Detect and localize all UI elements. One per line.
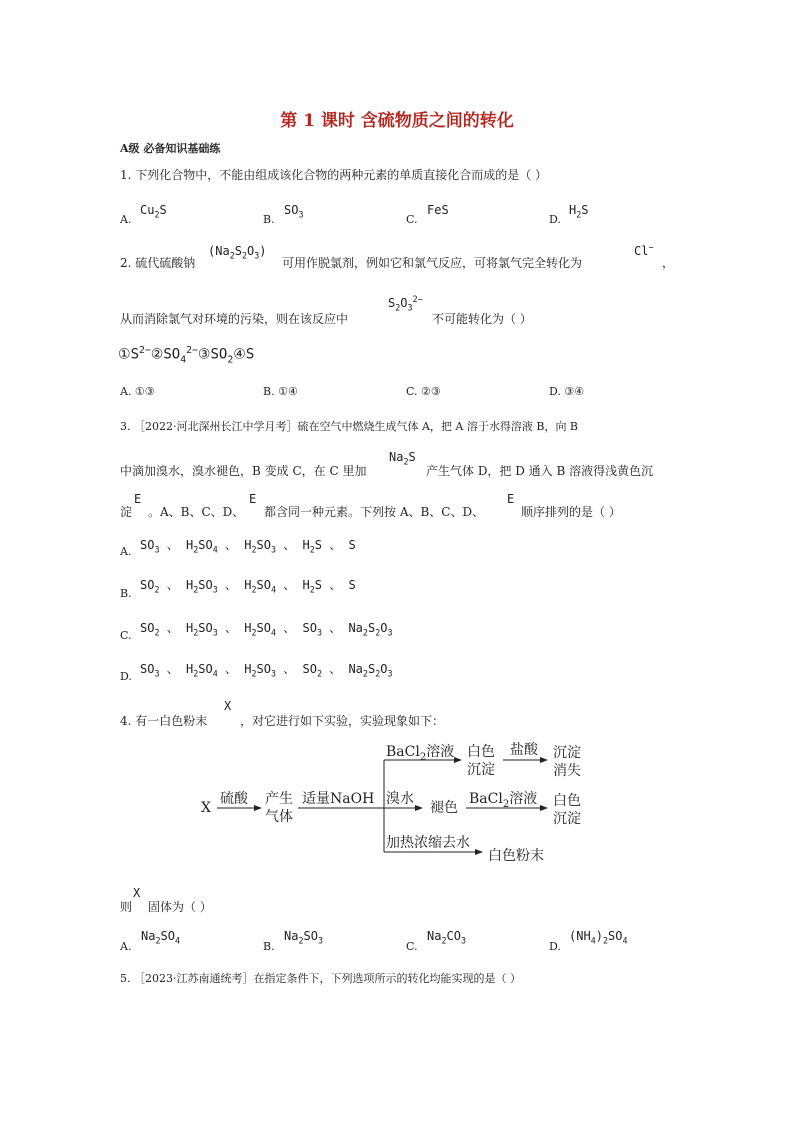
q3-option-b-formulas: $SO_2$ 、 $H_2SO_3$ 、 $H_2SO_4$ 、 $H_2S$ 、 S: [140, 578, 356, 595]
q3-option-d-label: D.: [120, 670, 132, 683]
q1-option-a-label: A.: [120, 213, 132, 226]
diagram-dissolve-a: 沉淀: [553, 745, 581, 761]
q1-option-c-formula: FeS: [427, 203, 449, 217]
experiment-flow-diagram: [195, 735, 615, 865]
question-3-line-3d: 顺序排列的是（ ）: [521, 505, 621, 519]
diagram-ppt1-b: 沉淀: [467, 762, 495, 778]
q1-option-d-label: D.: [549, 213, 561, 226]
question-2-part-e: 不可能转化为（ ）: [432, 312, 532, 326]
diagram-x: X: [201, 800, 211, 816]
q4-option-d-label: D.: [549, 940, 561, 953]
diagram-ppt2-a: 白色: [553, 793, 581, 809]
q3-option-b-label: B.: [120, 587, 132, 600]
q2-formula-chloride: Cl−: [634, 242, 654, 258]
diagram-fade: 褪色: [430, 800, 458, 816]
diagram-gas-2: 气体: [265, 809, 293, 825]
diagram-acid-label: 硫酸: [220, 791, 248, 807]
question-3-line-2a: 中滴加溴水，溴水褪色，B 变成 C，在 C 里加: [120, 464, 367, 478]
q1-option-a-formula: $Cu_2S$: [140, 203, 167, 220]
q3-formula-na2s: $Na_2S$: [389, 450, 416, 467]
q2-option-c: C. ②③: [406, 385, 441, 398]
question-4-stem-tail: ，对它进行如下实验，实验现象如下：: [240, 714, 445, 728]
q4-letter-x-2: X: [133, 886, 141, 900]
question-3-line-3a: 淀: [120, 505, 133, 519]
question-2-part-b: 可用作脱氯剂，例如它和氯气反应，可将氯气完全转化为: [282, 256, 583, 270]
q3-letter-e-3: E: [507, 492, 515, 506]
question-2-part-a: 2. 硫代硫酸钠: [120, 256, 196, 270]
q4-option-b-formula: $Na_2SO_3$: [284, 929, 323, 946]
q3-option-d-formulas: $SO_3$ 、 $H_2SO_4$ 、 $H_2SO_3$ 、 $SO_2$ 、 $Na_2S_2O_3$: [140, 662, 393, 679]
q4-option-a-label: A.: [120, 940, 132, 953]
diagram-bacl2-2: BaCl$_2$溶液: [469, 791, 538, 810]
q4-option-d-formula: $(NH_4)_2SO_4$: [569, 929, 628, 946]
question-4-stem: 4. 有一白色粉末: [120, 714, 208, 728]
section-heading: A级 必备知识基础练: [120, 142, 221, 155]
q4-option-b-label: B.: [263, 940, 275, 953]
diagram-naoh-label: 适量NaOH: [302, 791, 375, 807]
question-5-stem: 5. ［2023·江苏南通统考］在指定条件下，下列选项所示的转化均能实现的是（ ）: [120, 972, 521, 985]
question-2-part-c: ，: [662, 256, 675, 270]
q2-formula-thiosulfate: $S_2O_3^{2-}$: [388, 294, 423, 313]
q3-option-c-label: C.: [120, 629, 132, 642]
q4-letter-x-1: X: [224, 699, 232, 713]
diagram-white-powder: 白色粉末: [488, 848, 544, 864]
q2-option-d: D. ③④: [549, 385, 585, 398]
q2-option-a: A. ①③: [120, 385, 155, 398]
q1-option-b-formula: $SO_3$: [284, 203, 304, 220]
question-3-line-1: 3. ［2022·河北深州长江中学月考］硫在空气中燃烧生成气体 A，把 A 溶于水得溶液 B，向 B: [120, 420, 579, 433]
q1-option-c-label: C.: [406, 213, 418, 226]
q2-items-line: $①S^{2-}②SO_4^{2-}③SO_2④S$: [118, 345, 255, 366]
page-title: 第 1 课时 含硫物质之间的转化: [280, 111, 514, 131]
q1-option-d-formula: $H_2S$: [569, 203, 589, 220]
q3-letter-e-2: E: [249, 492, 257, 506]
q3-letter-e-1: E: [134, 492, 142, 506]
q4-then: 则: [120, 900, 133, 914]
question-3-line-2b: 产生气体 D，把 D 通入 B 溶液得浅黄色沉: [426, 464, 654, 478]
diagram-hcl-label: 盐酸: [510, 742, 538, 758]
diagram-dissolve-b: 消失: [553, 763, 581, 779]
diagram-ppt1-a: 白色: [467, 744, 495, 760]
q4-then-tail: 固体为（ ）: [148, 900, 212, 914]
q4-option-c-formula: $Na_2CO_3$: [427, 929, 466, 946]
diagram-bromine-label: 溴水: [386, 791, 414, 807]
diagram-bacl2-1: BaCl$_2$溶液: [386, 744, 455, 763]
q4-option-c-label: C.: [406, 940, 418, 953]
q1-option-b-label: B.: [263, 213, 275, 226]
question-1-stem: 1. 下列化合物中，不能由组成该化合物的两种元素的单质直接化合而成的是（ ）: [120, 168, 548, 182]
q3-option-a-formulas: $SO_3$ 、 $H_2SO_4$ 、 $H_2SO_3$ 、 $H_2S$ 、 S: [140, 538, 356, 555]
q2-option-b: B. ①④: [263, 385, 298, 398]
q3-option-a-label: A.: [120, 545, 132, 558]
diagram-gas-1: 产生: [265, 791, 293, 807]
question-3-line-3c: 都含同一种元素。下列按 A、B、C、D、: [264, 505, 485, 519]
diagram-heat-label: 加热浓缩去水: [386, 835, 470, 851]
q3-option-c-formulas: $SO_2$ 、 $H_2SO_3$ 、 $H_2SO_4$ 、 $SO_3$ 、 $Na_2S_2O_3$: [140, 621, 393, 638]
question-3-line-3b: 。A、B、C、D、: [148, 505, 245, 519]
diagram-ppt2-b: 沉淀: [553, 811, 581, 827]
q4-option-a-formula: $Na_2SO_4$: [141, 929, 180, 946]
q2-formula-na2s2o3: $(Na_2S_2O_3)$: [208, 244, 267, 261]
question-2-part-d: 从而消除氯气对环境的污染，则在该反应中: [120, 312, 349, 326]
